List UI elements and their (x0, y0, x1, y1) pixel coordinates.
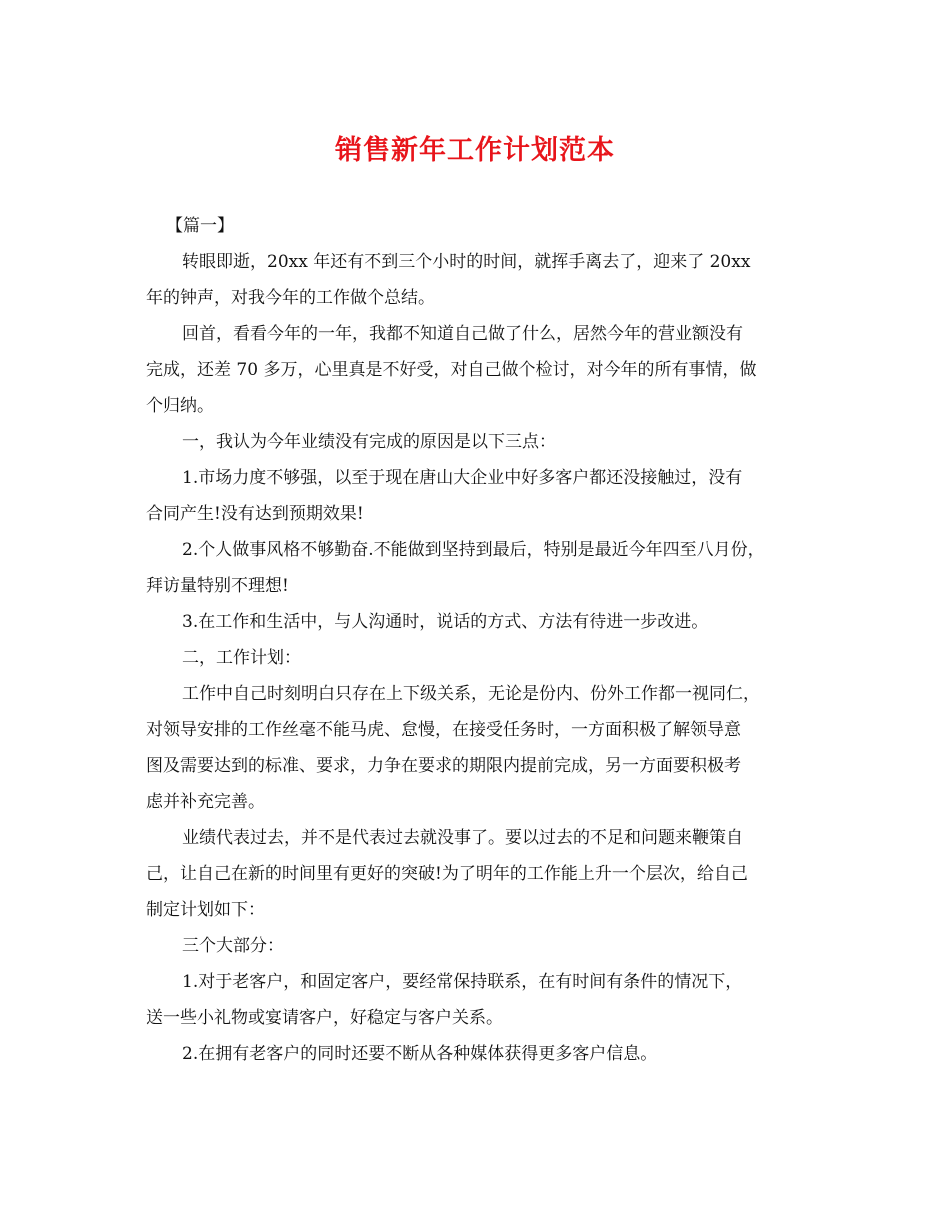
paragraph-line: 制定计划如下： (146, 900, 265, 920)
paragraph-line: 个归纳。 (146, 396, 214, 416)
paragraph-line: 己，让自己在新的时间里有更好的突破!为了明年的工作能上升一个层次，给自己 (146, 864, 748, 884)
paragraph-line: 业绩代表过去，并不是代表过去就没事了。要以过去的不足和问题来鞭策自 (182, 828, 743, 848)
paragraph-line: 转眼即逝，20xx 年还有不到三个小时的时间，就挥手离去了，迎来了 20xx (182, 252, 751, 272)
paragraph-line: 拜访量特别不理想! (146, 576, 289, 596)
paragraph-line: 三个大部分： (182, 936, 284, 956)
paragraph-line: 2.在拥有老客户的同时还要不断从各种媒体获得更多客户信息。 (182, 1044, 658, 1064)
paragraph-line: 年的钟声，对我今年的工作做个总结。 (146, 288, 435, 308)
paragraph-line: 虑并补充完善。 (146, 792, 265, 812)
paragraph-line: 2.个人做事风格不够勤奋.不能做到坚持到最后，特别是最近今年四至八月份， (182, 540, 765, 560)
document-body (146, 208, 826, 1072)
paragraph-line: 送一些小礼物或宴请客户，好稳定与客户关系。 (146, 1008, 503, 1028)
paragraph-line: 1.对于老客户，和固定客户，要经常保持联系，在有时间有条件的情况下， (182, 972, 743, 992)
document-title: 销售新年工作计划范本 (335, 135, 615, 166)
paragraph-line: 二，工作计划： (182, 648, 301, 668)
paragraph-line: 3.在工作和生活中，与人沟通时，说话的方式、方法有待进一步改进。 (182, 612, 709, 632)
paragraph-line: 对领导安排的工作丝毫不能马虎、怠慢，在接受任务时，一方面积极了解领导意 (146, 720, 741, 740)
paragraph-line: 工作中自己时刻明白只存在上下级关系，无论是份内、份外工作都一视同仁， (182, 684, 760, 704)
paragraph-line: 回首，看看今年的一年，我都不知道自己做了什么，居然今年的营业额没有 (182, 324, 743, 344)
paragraph-line: 一，我认为今年业绩没有完成的原因是以下三点： (182, 432, 556, 452)
paragraph-line: 完成，还差 70 多万，心里真是不好受，对自己做个检讨，对今年的所有事情，做 (146, 360, 757, 380)
paragraph-line: 图及需要达到的标准、要求，力争在要求的期限内提前完成，另一方面要积极考 (146, 756, 741, 776)
paragraph-line: 1.市场力度不够强，以至于现在唐山大企业中好多客户都还没接触过，没有 (182, 468, 743, 488)
section-heading: 【篇一】 (166, 216, 234, 236)
paragraph-line: 合同产生!没有达到预期效果! (146, 504, 364, 524)
